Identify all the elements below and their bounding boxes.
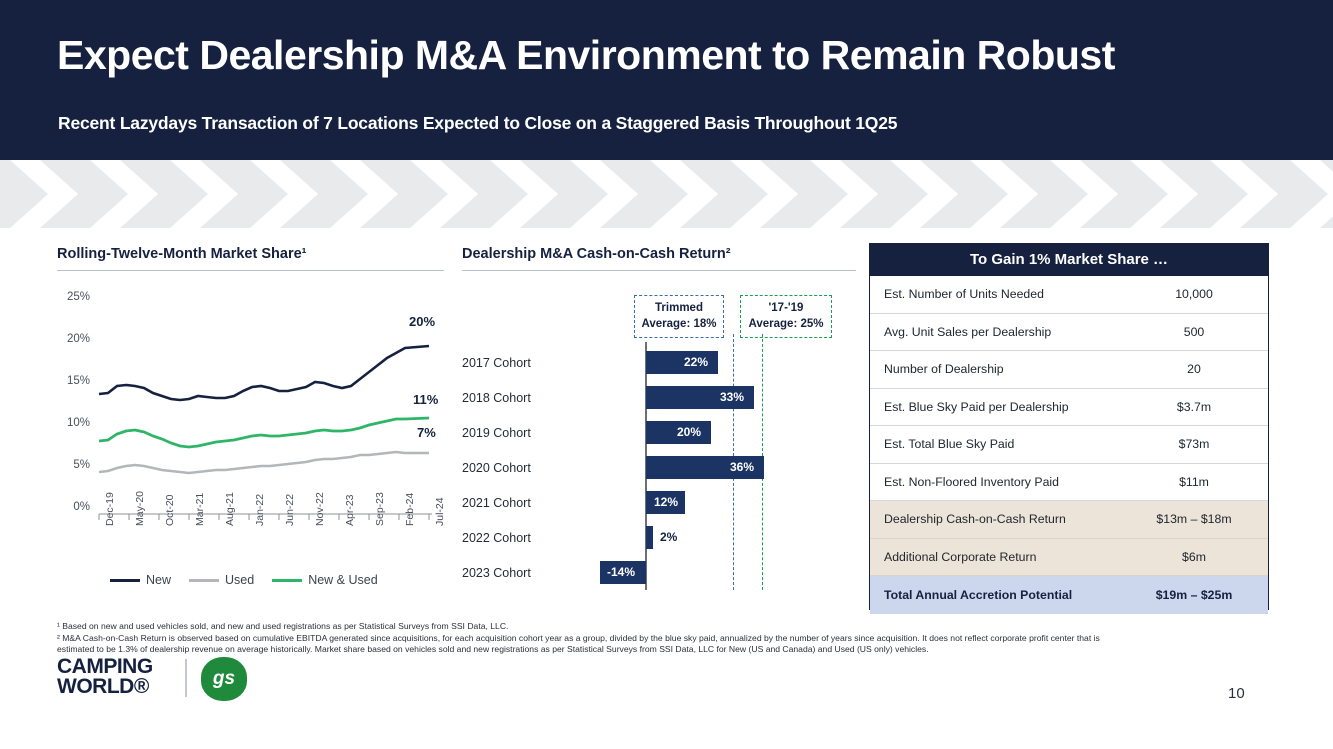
camping-world-logo [57,655,236,698]
table-row [870,576,1268,614]
chevron-decoration-band [0,160,1333,228]
bar-category-2019: 2019 Cohort [462,426,531,440]
table-cell-label: Avg. Unit Sales per Dealership [884,324,1052,339]
legend-swatch-new [110,579,140,582]
y-tick-5: 5% [73,459,90,471]
mid-chart-title: Dealership M&A Cash-on-Cash Return² [462,246,731,262]
market-share-table [869,243,1269,610]
x-tick-oct-20: Oct-20 [164,494,176,526]
x-tick-mar-21: Mar-21 [194,492,206,526]
x-tick-feb-24: Feb-24 [404,492,416,526]
bar-value-2020: 36% [730,460,755,474]
x-tick-sep-23: Sep-23 [374,492,386,526]
table-cell-value: $73m [1178,437,1210,452]
bar-category-2020: 2020 Cohort [462,461,531,475]
table-cell-label: Est. Blue Sky Paid per Dealership [884,399,1069,414]
footnote-1: ¹ Based on new and used vehicles sold, and new and used registrations as per Statistical Surveys from SSI Data, LLC. [57,621,509,631]
bar-value-2017: 22% [684,355,709,369]
table-header: To Gain 1% Market Share … [870,244,1268,276]
bar-value-2022: 2% [660,530,678,544]
legend-label-new-and-used: New & Used [308,573,378,587]
table-cell-label: Additional Corporate Return [884,549,1037,564]
bar-category-2017: 2017 Cohort [462,356,531,370]
left-title-rule [57,270,444,271]
bar-2022 [646,526,653,549]
series-end-label-new: 20% [409,314,436,329]
legend-item-new-and-used [272,573,377,587]
y-tick-20: 20% [66,333,90,345]
logo-line-2: WORLD® [57,674,149,698]
bar-value-2021: 12% [654,495,679,509]
table-cell-value: 500 [1183,324,1205,339]
table-cell-value: $13m – $18m [1156,512,1232,527]
series-end-label-new-and-used: 11% [413,392,439,407]
table-cell-value: 20 [1187,362,1201,377]
legend-label-new: New [146,573,172,587]
table-cell-value: $3.7m [1176,399,1212,414]
mid-title-rule [462,270,856,271]
table-cell-label: Est. Non-Floored Inventory Paid [884,474,1059,489]
x-tick-dec-19: Dec-19 [104,492,116,526]
table-row [870,389,1268,427]
left-chart-title: Rolling-Twelve-Month Market Share¹ [57,246,307,262]
x-tick-jul-24: Jul-24 [434,497,446,526]
bar-category-2021: 2021 Cohort [462,496,531,510]
footnote-2: ² M&A Cash-on-Cash Return is observed based on cumulative EBITDA generated since acquisitions, for each acquisition cohort year as a group, divided by the blue sky paid, annualized by the number of years since acquisition. It does not reflect corporate profit center that is [57,633,1100,643]
footnote-3: estimated to be 1.3% of dealership revenue on average historically. Market share based on vehicles sold and new registrations as per Statistical Surveys from SSI Data, LLC for New (US and Canada) and Used (US only) vehicles. [57,644,929,654]
page-title: Expect Dealership M&A Environment to Remain Robust [57,32,1115,78]
table-row [870,501,1268,539]
table-cell-label: Est. Number of Units Needed [884,287,1044,302]
table-cell-label: Est. Total Blue Sky Paid [884,437,1015,452]
y-tick-15: 15% [66,375,90,387]
x-tick-jan-22: Jan-22 [254,493,266,526]
slide-header [0,0,1333,160]
x-tick-may-20: May-20 [134,490,146,526]
table-row [870,426,1268,464]
legend-item-used [189,573,254,587]
logo-divider [185,659,187,697]
bar-value-2019: 20% [677,425,702,439]
table-cell-value: $11m [1179,474,1209,489]
legend-swatch-new-and-used [272,579,302,582]
table-row [870,276,1268,314]
bar-value-2018: 33% [720,390,745,404]
table-row [870,539,1268,577]
bar-value-2023: -14% [607,565,636,579]
logo-line-1: CAMPING [57,655,153,678]
bar-category-2018: 2018 Cohort [462,391,531,405]
line-chart-plot [57,280,447,600]
table-cell-label: Total Annual Accretion Potential [884,587,1073,602]
table-cell-value: 10,000 [1175,287,1213,302]
x-tick-apr-23: Apr-23 [344,494,356,526]
bar-category-2023: 2023 Cohort [462,566,531,580]
x-tick-nov-22: Nov-22 [314,492,326,526]
legend-swatch-used [189,579,219,582]
x-tick-jun-22: Jun-22 [284,493,296,526]
legend-item-new [110,573,171,587]
table-cell-label: Dealership Cash-on-Cash Return [884,512,1066,527]
y-tick-0: 0% [73,501,90,513]
bar-category-2022: 2022 Cohort [462,531,531,545]
table-row [870,314,1268,352]
page-number: 10 [1228,685,1245,702]
table-row [870,464,1268,502]
y-tick-25: 25% [66,291,90,303]
x-tick-aug-21: Aug-21 [224,492,236,526]
good-sam-badge: gs [201,657,247,701]
market-share-line-chart [57,280,447,600]
table-row [870,351,1268,389]
table-cell-value: $6m [1182,549,1206,564]
legend-label-used: Used [225,573,255,587]
series-end-label-used: 7% [417,425,436,440]
table-cell-value: $19m – $25m [1155,587,1233,602]
cash-on-cash-bar-chart [462,280,862,600]
y-tick-10: 10% [66,417,90,429]
table-cell-label: Number of Dealership [884,362,1004,377]
cohort-average-callout: '17-'19 Average: 25% [740,295,832,338]
line-chart-legend [110,573,378,587]
trimmed-average-callout: Trimmed Average: 18% [634,295,724,338]
page-subtitle: Recent Lazydays Transaction of 7 Locations Expected to Close on a Staggered Basis Throughout 1Q25 [58,113,898,133]
